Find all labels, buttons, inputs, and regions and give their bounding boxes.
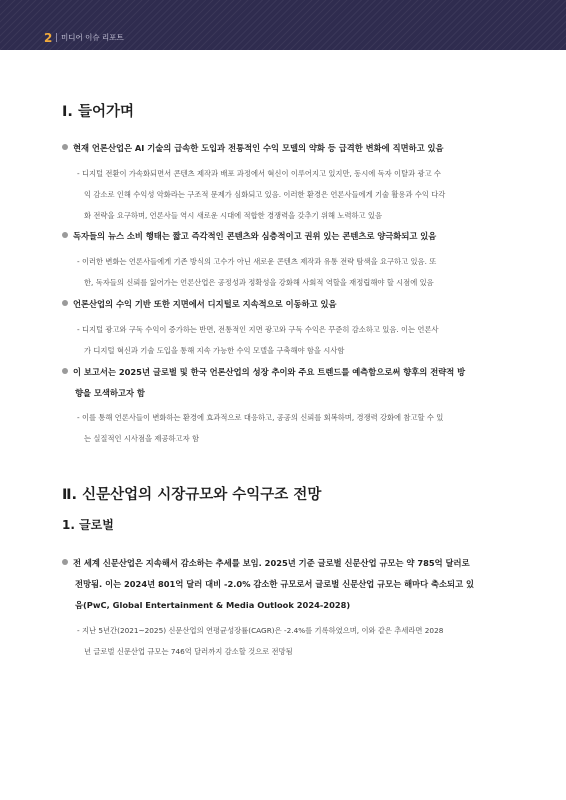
bullet-text: 전 세계 신문산업은 지속해서 감소하는 추세를 보임. 2025년 기준 글로벌 신문산업 규모는 약 785억 달러로 [73, 558, 470, 568]
detail-line: 는 실질적인 시사점을 제공하고자 함 [84, 434, 200, 443]
bullet-icon [62, 300, 68, 306]
bullet-detail [77, 620, 509, 662]
detail-line: 년 글로벌 신문산업 규모는 746억 달러까지 감소할 것으로 전망됨 [84, 647, 293, 656]
detail-line: 익 감소로 인해 수익성 악화라는 구조적 문제가 심화되고 있음. 이러한 환경은 언론사들에게 기술 활용과 수익 다각 [84, 190, 446, 199]
detail-line: 화 전략을 요구하며, 언론사들 역시 새로운 시대에 적합한 경쟁력을 갖추기 위해 노력하고 있음 [84, 211, 383, 220]
detail-line: - 이를 통해 언론사들이 변화하는 환경에 효과적으로 대응하고, 공공의 신뢰를 회복하며, 경쟁력 강화에 참고할 수 있 [77, 413, 444, 422]
page-number: 2 [44, 31, 53, 45]
bullet-item [62, 553, 506, 616]
bullet-text: 이 보고서는 2025년 글로벌 및 한국 언론산업의 성장 추이와 주요 트렌드를 예측함으로써 향후의 전략적 방 [73, 367, 466, 377]
bullet-icon [62, 368, 68, 374]
detail-line: - 디지털 전환이 가속화되면서 콘텐츠 제작과 배포 과정에서 혁신이 이루어지고 있지만, 동시에 독자 이탈과 광고 수 [77, 169, 441, 178]
bullet-detail [77, 319, 509, 361]
section-heading-intro: I. 들어가며 [62, 104, 134, 120]
bullet-detail [77, 407, 509, 449]
bullet-text: 음(PwC, Global Entertainment & Media Outlook 2024-2028) [75, 600, 351, 610]
bullet-detail [77, 251, 509, 293]
bullet-item [62, 138, 506, 159]
bullet-icon [62, 232, 68, 238]
detail-line: 가 디지털 혁신과 기술 도입을 통해 지속 가능한 수익 모델을 구축해야 함을 시사함 [84, 346, 345, 355]
section-heading-market: Ⅱ. 신문산업의 시장규모와 수익구조 전망 [62, 487, 322, 503]
bullet-text: 향을 모색하고자 함 [75, 388, 145, 398]
bullet-icon [62, 559, 68, 565]
bullet-item [62, 294, 506, 315]
header-divider [56, 33, 57, 42]
bullet-text: 전망됨. 이는 2024년 801억 달러 대비 -2.0% 감소한 규모로서 글로벌 신문산업 규모는 해마다 축소되고 있 [75, 579, 474, 589]
subsection-heading-global: 1. 글로벌 [62, 518, 114, 532]
bullet-icon [62, 144, 68, 150]
detail-line: - 이러한 변화는 언론사들에게 기존 방식의 고수가 아닌 새로운 콘텐츠 제작과 유통 전략 탐색을 요구하고 있음. 또 [77, 257, 437, 266]
bullet-text: 독자들의 뉴스 소비 행태는 짧고 즉각적인 콘텐츠와 심층적이고 권위 있는 콘텐츠로 양극화되고 있음 [73, 231, 437, 241]
detail-line: 한, 독자들의 신뢰를 잃어가는 언론산업은 공정성과 정확성을 강화해 사회적 역할을 재정립해야 할 시점에 있음 [84, 278, 434, 287]
header-bar [0, 0, 566, 50]
bullet-text: 현재 언론산업은 AI 기술의 급속한 도입과 전통적인 수익 모델의 약화 등 급격한 변화에 직면하고 있음 [73, 143, 444, 153]
report-title: 미디어 이슈 리포트 [61, 33, 124, 42]
bullet-text: 언론산업의 수익 기반 또한 지면에서 디지털로 지속적으로 이동하고 있음 [73, 299, 337, 309]
bullet-item [62, 226, 506, 247]
bullet-item [62, 362, 506, 404]
detail-line: - 지난 5년간(2021~2025) 신문산업의 연평균성장률(CAGR)은 -2.4%를 기록하였으며, 이와 같은 추세라면 2028 [77, 626, 444, 635]
bullet-detail [77, 163, 509, 226]
detail-line: - 디지털 광고와 구독 수익이 증가하는 반면, 전통적인 지면 광고와 구독 수익은 꾸준히 감소하고 있음. 이는 언론사 [77, 325, 439, 334]
